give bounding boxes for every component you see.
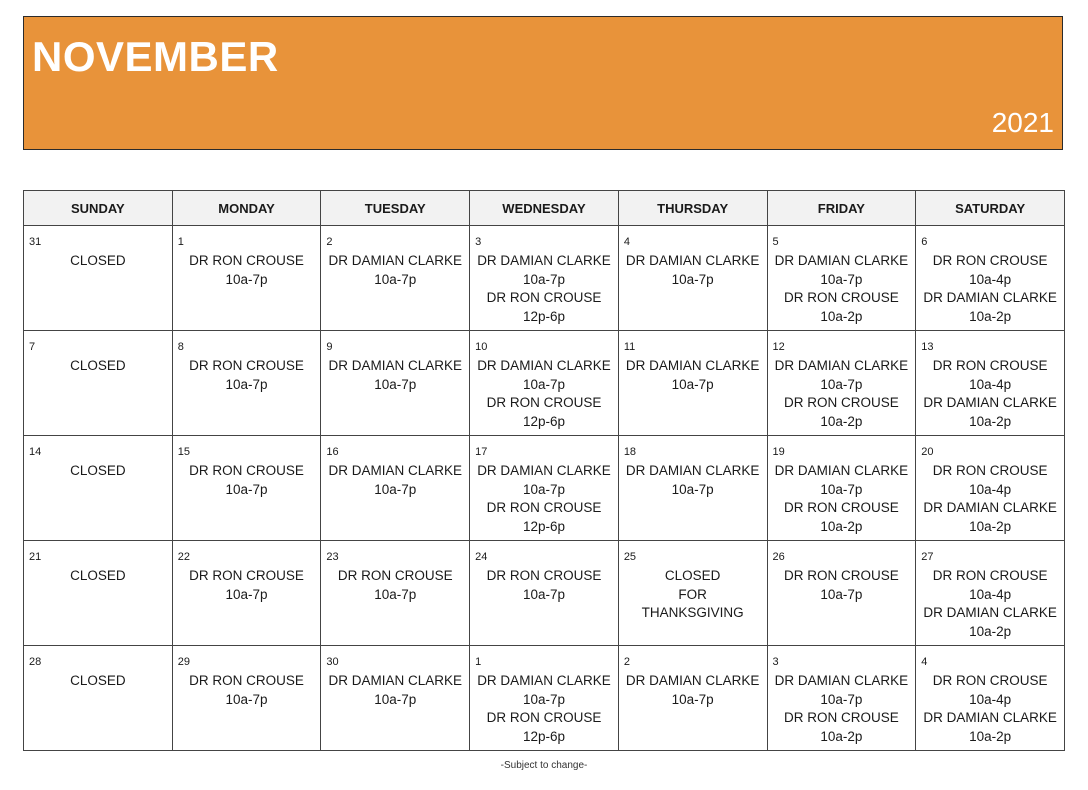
day-cell bbox=[916, 331, 1065, 436]
schedule-line: DR RON CROUSE bbox=[932, 463, 1048, 478]
day-number: 13 bbox=[921, 341, 934, 353]
schedule-line: DR RON CROUSE bbox=[932, 358, 1048, 373]
day-cell bbox=[767, 646, 916, 751]
day-number: 16 bbox=[326, 446, 339, 458]
weekday-header-wednesday: WEDNESDAY bbox=[470, 191, 619, 226]
day-number: 29 bbox=[177, 656, 190, 668]
day-schedule bbox=[768, 226, 916, 326]
schedule-line: DR RON CROUSE bbox=[783, 710, 899, 725]
calendar-body bbox=[24, 226, 1065, 751]
weekday-header-saturday: SATURDAY bbox=[916, 191, 1065, 226]
schedule-line: DR RON CROUSE bbox=[337, 568, 453, 583]
schedule-line: 10a-7p bbox=[225, 481, 268, 497]
schedule-line: DR DAMIAN CLARKE bbox=[625, 358, 760, 373]
day-number: 23 bbox=[326, 551, 339, 563]
day-number: 4 bbox=[623, 236, 630, 248]
day-cell bbox=[470, 541, 619, 646]
day-cell bbox=[172, 331, 321, 436]
day-schedule bbox=[768, 331, 916, 431]
schedule-line: DR DAMIAN CLARKE bbox=[328, 358, 463, 373]
day-schedule bbox=[768, 646, 916, 746]
day-cell bbox=[470, 436, 619, 541]
schedule-line: 10a-2p bbox=[969, 623, 1012, 639]
schedule-line: 10a-2p bbox=[969, 518, 1012, 534]
calendar-header-row bbox=[24, 191, 1065, 226]
day-schedule bbox=[173, 331, 321, 394]
schedule-line: DR DAMIAN CLARKE bbox=[625, 673, 760, 688]
day-schedule bbox=[470, 646, 618, 746]
week-row bbox=[24, 646, 1065, 751]
schedule-line: 10a-2p bbox=[969, 308, 1012, 324]
day-cell bbox=[24, 646, 173, 751]
month-title: NOVEMBER bbox=[32, 33, 279, 80]
day-schedule bbox=[24, 646, 172, 691]
day-schedule bbox=[24, 226, 172, 271]
day-schedule bbox=[916, 436, 1064, 536]
schedule-line: DR DAMIAN CLARKE bbox=[625, 253, 760, 268]
schedule-line: FOR bbox=[678, 586, 707, 602]
schedule-line: DR RON CROUSE bbox=[189, 568, 304, 583]
schedule-line: DR RON CROUSE bbox=[932, 568, 1048, 583]
week-row bbox=[24, 436, 1065, 541]
schedule-line: 10a-2p bbox=[969, 413, 1012, 429]
schedule-line: DR DAMIAN CLARKE bbox=[477, 673, 611, 688]
day-number: 2 bbox=[623, 656, 630, 668]
day-cell bbox=[470, 646, 619, 751]
day-number: 8 bbox=[177, 341, 184, 353]
schedule-line: DR DAMIAN CLARKE bbox=[923, 395, 1057, 410]
day-number: 20 bbox=[921, 446, 934, 458]
day-cell bbox=[916, 541, 1065, 646]
year-label: 2021 bbox=[991, 107, 1054, 138]
schedule-line: 10a-7p bbox=[820, 586, 863, 602]
day-number: 4 bbox=[921, 656, 928, 668]
schedule-line: 10a-7p bbox=[374, 481, 417, 497]
weekday-header-sunday: SUNDAY bbox=[24, 191, 173, 226]
schedule-line: DR RON CROUSE bbox=[189, 673, 304, 688]
schedule-line: DR RON CROUSE bbox=[486, 568, 602, 583]
day-cell bbox=[618, 646, 767, 751]
day-number: 26 bbox=[772, 551, 785, 563]
schedule-line: DR RON CROUSE bbox=[486, 500, 602, 515]
day-schedule bbox=[916, 541, 1064, 641]
schedule-line: DR RON CROUSE bbox=[189, 253, 304, 268]
weekday-header-monday: MONDAY bbox=[172, 191, 321, 226]
schedule-line: 10a-2p bbox=[820, 518, 863, 534]
day-cell bbox=[321, 541, 470, 646]
day-schedule bbox=[24, 436, 172, 481]
day-cell bbox=[172, 436, 321, 541]
day-cell bbox=[24, 436, 173, 541]
schedule-line: DR DAMIAN CLARKE bbox=[477, 463, 611, 478]
day-number: 30 bbox=[326, 656, 339, 668]
schedule-line: 12p-6p bbox=[522, 413, 565, 429]
day-cell bbox=[24, 226, 173, 331]
day-cell bbox=[618, 436, 767, 541]
day-cell bbox=[321, 646, 470, 751]
schedule-line: 10a-7p bbox=[374, 691, 417, 707]
schedule-line: DR RON CROUSE bbox=[783, 395, 899, 410]
schedule-line: CLOSED bbox=[70, 253, 126, 268]
day-cell bbox=[172, 541, 321, 646]
day-cell bbox=[24, 541, 173, 646]
day-schedule bbox=[173, 541, 321, 604]
day-schedule bbox=[619, 436, 767, 499]
schedule-line: DR RON CROUSE bbox=[783, 568, 899, 583]
day-number: 10 bbox=[475, 341, 488, 353]
day-number: 3 bbox=[475, 236, 482, 248]
day-schedule bbox=[916, 646, 1064, 746]
schedule-line: 10a-7p bbox=[522, 481, 565, 497]
day-number: 22 bbox=[177, 551, 190, 563]
day-cell bbox=[618, 541, 767, 646]
schedule-line: DR DAMIAN CLARKE bbox=[477, 253, 611, 268]
day-number: 27 bbox=[921, 551, 934, 563]
schedule-line: 10a-4p bbox=[969, 586, 1012, 602]
schedule-line: 10a-4p bbox=[969, 481, 1012, 497]
day-schedule bbox=[619, 226, 767, 289]
day-schedule bbox=[321, 541, 469, 604]
schedule-line: 10a-7p bbox=[374, 586, 417, 602]
day-cell bbox=[321, 436, 470, 541]
schedule-line: 12p-6p bbox=[522, 518, 565, 534]
day-schedule bbox=[24, 331, 172, 376]
day-schedule bbox=[321, 331, 469, 394]
day-cell bbox=[172, 226, 321, 331]
weekday-header-thursday: THURSDAY bbox=[618, 191, 767, 226]
day-number: 5 bbox=[772, 236, 779, 248]
schedule-line: DR DAMIAN CLARKE bbox=[477, 358, 611, 373]
schedule-line: 10a-7p bbox=[820, 691, 863, 707]
day-number: 1 bbox=[177, 236, 184, 248]
schedule-line: 10a-4p bbox=[969, 376, 1012, 392]
day-cell bbox=[916, 646, 1065, 751]
day-cell bbox=[470, 331, 619, 436]
day-number: 19 bbox=[772, 446, 785, 458]
day-cell bbox=[618, 331, 767, 436]
schedule-line: 10a-7p bbox=[225, 586, 268, 602]
schedule-line: DR DAMIAN CLARKE bbox=[923, 605, 1057, 620]
schedule-line: DR RON CROUSE bbox=[486, 290, 602, 305]
day-number: 1 bbox=[475, 656, 482, 668]
day-number: 17 bbox=[475, 446, 488, 458]
schedule-line: DR RON CROUSE bbox=[783, 290, 899, 305]
schedule-line: 10a-7p bbox=[671, 271, 714, 287]
schedule-line: DR DAMIAN CLARKE bbox=[328, 253, 463, 268]
day-schedule bbox=[173, 226, 321, 289]
schedule-line: DR DAMIAN CLARKE bbox=[774, 463, 909, 478]
day-cell bbox=[470, 226, 619, 331]
day-cell bbox=[916, 226, 1065, 331]
day-schedule bbox=[470, 331, 618, 431]
day-schedule bbox=[470, 226, 618, 326]
schedule-line: CLOSED bbox=[70, 568, 126, 583]
schedule-line: 10a-7p bbox=[522, 691, 565, 707]
schedule-line: DR DAMIAN CLARKE bbox=[328, 463, 463, 478]
schedule-line: CLOSED bbox=[664, 568, 721, 583]
schedule-line: CLOSED bbox=[70, 358, 126, 373]
day-cell bbox=[767, 331, 916, 436]
day-schedule bbox=[321, 226, 469, 289]
schedule-line: 10a-4p bbox=[969, 691, 1012, 707]
schedule-line: DR DAMIAN CLARKE bbox=[923, 710, 1057, 725]
day-schedule bbox=[619, 646, 767, 709]
day-schedule bbox=[321, 646, 469, 709]
day-cell bbox=[767, 226, 916, 331]
schedule-line: CLOSED bbox=[70, 463, 126, 478]
schedule-line: DR RON CROUSE bbox=[932, 673, 1048, 688]
day-cell bbox=[24, 331, 173, 436]
day-number: 31 bbox=[29, 236, 42, 248]
day-schedule bbox=[619, 541, 767, 623]
day-cell bbox=[172, 646, 321, 751]
day-schedule bbox=[619, 331, 767, 394]
day-schedule bbox=[768, 436, 916, 536]
schedule-line: DR DAMIAN CLARKE bbox=[774, 673, 909, 688]
schedule-line: 10a-4p bbox=[969, 271, 1012, 287]
schedule-line: 12p-6p bbox=[522, 728, 565, 744]
day-schedule bbox=[470, 541, 618, 604]
month-header-band bbox=[23, 16, 1063, 150]
day-number: 15 bbox=[177, 446, 190, 458]
day-schedule bbox=[173, 436, 321, 499]
weekday-header-friday: FRIDAY bbox=[767, 191, 916, 226]
schedule-line: DR DAMIAN CLARKE bbox=[625, 463, 760, 478]
day-number: 11 bbox=[623, 341, 636, 353]
day-cell bbox=[767, 541, 916, 646]
schedule-line: DR RON CROUSE bbox=[783, 500, 899, 515]
week-row bbox=[24, 541, 1065, 646]
day-cell bbox=[321, 331, 470, 436]
day-number: 3 bbox=[772, 656, 779, 668]
schedule-line: 10a-7p bbox=[671, 481, 714, 497]
day-number: 12 bbox=[772, 341, 785, 353]
schedule-line: 10a-7p bbox=[522, 376, 565, 392]
day-number: 28 bbox=[29, 656, 42, 668]
schedule-line: 10a-2p bbox=[820, 413, 863, 429]
day-number: 21 bbox=[29, 551, 42, 563]
day-schedule bbox=[916, 226, 1064, 326]
schedule-line: DR RON CROUSE bbox=[486, 710, 602, 725]
schedule-line: 10a-7p bbox=[374, 376, 417, 392]
schedule-line: DR DAMIAN CLARKE bbox=[328, 673, 463, 688]
day-cell bbox=[321, 226, 470, 331]
day-schedule bbox=[24, 541, 172, 586]
schedule-line: 10a-2p bbox=[969, 728, 1012, 744]
schedule-line: 10a-7p bbox=[671, 376, 714, 392]
day-number: 18 bbox=[623, 446, 637, 458]
week-row bbox=[24, 226, 1065, 331]
day-schedule bbox=[916, 331, 1064, 431]
schedule-line: 10a-7p bbox=[522, 586, 565, 602]
schedule-line: DR RON CROUSE bbox=[932, 253, 1048, 268]
schedule-line: 12p-6p bbox=[522, 308, 565, 324]
week-row bbox=[24, 331, 1065, 436]
schedule-line: DR RON CROUSE bbox=[189, 358, 304, 373]
day-number: 9 bbox=[326, 341, 333, 353]
day-number: 2 bbox=[326, 236, 333, 248]
schedule-line: 10a-7p bbox=[820, 481, 863, 497]
day-cell bbox=[618, 226, 767, 331]
schedule-line: DR DAMIAN CLARKE bbox=[923, 500, 1057, 515]
schedule-line: 10a-7p bbox=[225, 271, 268, 287]
schedule-line: DR RON CROUSE bbox=[486, 395, 602, 410]
day-schedule bbox=[173, 646, 321, 709]
weekday-header-tuesday: TUESDAY bbox=[321, 191, 470, 226]
day-schedule bbox=[768, 541, 916, 604]
calendar-table bbox=[23, 190, 1065, 751]
schedule-line: 10a-2p bbox=[820, 728, 863, 744]
schedule-line: 10a-7p bbox=[374, 271, 417, 287]
day-cell bbox=[767, 436, 916, 541]
day-cell bbox=[916, 436, 1065, 541]
schedule-line: DR RON CROUSE bbox=[189, 463, 304, 478]
schedule-line: 10a-7p bbox=[820, 376, 863, 392]
day-number: 6 bbox=[921, 236, 928, 248]
schedule-line: CLOSED bbox=[70, 673, 126, 688]
schedule-line: 10a-7p bbox=[820, 271, 863, 287]
schedule-line: DR DAMIAN CLARKE bbox=[774, 253, 909, 268]
schedule-line: 10a-7p bbox=[522, 271, 565, 287]
schedule-line: 10a-7p bbox=[225, 691, 268, 707]
subject-to-change-note: -Subject to change- bbox=[500, 760, 588, 771]
day-number: 24 bbox=[475, 551, 488, 563]
day-schedule bbox=[321, 436, 469, 499]
schedule-line: THANKSGIVING bbox=[641, 605, 744, 620]
schedule-line: 10a-7p bbox=[671, 691, 714, 707]
schedule-line: DR DAMIAN CLARKE bbox=[774, 358, 909, 373]
schedule-line: DR DAMIAN CLARKE bbox=[923, 290, 1057, 305]
day-number: 7 bbox=[29, 341, 36, 353]
day-number: 25 bbox=[623, 551, 637, 563]
schedule-line: 10a-2p bbox=[820, 308, 863, 324]
day-schedule bbox=[470, 436, 618, 536]
schedule-line: 10a-7p bbox=[225, 376, 268, 392]
day-number: 14 bbox=[29, 446, 42, 458]
